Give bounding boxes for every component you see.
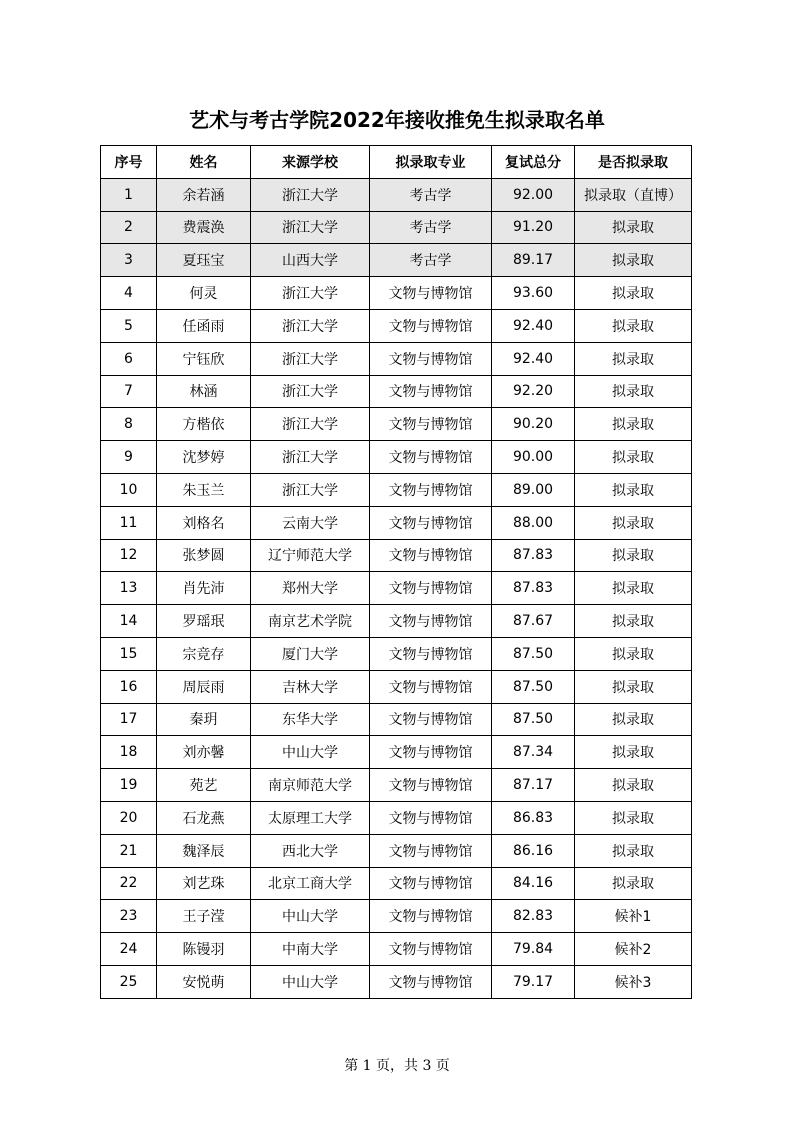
table-row (101, 375, 692, 408)
table-row (101, 769, 692, 802)
cell-status: 候补2 (575, 933, 692, 966)
cell-major: 文物与博物馆 (370, 801, 492, 834)
cell-school: 浙江大学 (251, 178, 370, 211)
cell-index: 24 (101, 933, 157, 966)
cell-name: 朱玉兰 (157, 473, 251, 506)
cell-status: 拟录取 (575, 539, 692, 572)
cell-status: 拟录取 (575, 244, 692, 277)
cell-major: 文物与博物馆 (370, 408, 492, 441)
cell-status: 拟录取 (575, 670, 692, 703)
cell-major: 文物与博物馆 (370, 473, 492, 506)
cell-major: 考古学 (370, 211, 492, 244)
header-name: 姓名 (157, 146, 251, 179)
cell-name: 何灵 (157, 277, 251, 310)
cell-name: 刘亦馨 (157, 736, 251, 769)
table-row (101, 933, 692, 966)
cell-status: 拟录取 (575, 277, 692, 310)
cell-major: 文物与博物馆 (370, 965, 492, 998)
cell-score: 79.84 (492, 933, 575, 966)
cell-score: 89.17 (492, 244, 575, 277)
cell-major: 考古学 (370, 244, 492, 277)
cell-name: 肖先沛 (157, 572, 251, 605)
cell-name: 费震涣 (157, 211, 251, 244)
cell-major: 文物与博物馆 (370, 736, 492, 769)
cell-status: 拟录取 (575, 211, 692, 244)
cell-school: 北京工商大学 (251, 867, 370, 900)
cell-school: 太原理工大学 (251, 801, 370, 834)
cell-school: 中山大学 (251, 900, 370, 933)
cell-index: 16 (101, 670, 157, 703)
header-school: 来源学校 (251, 146, 370, 179)
cell-score: 84.16 (492, 867, 575, 900)
cell-index: 9 (101, 441, 157, 474)
cell-school: 西北大学 (251, 834, 370, 867)
cell-name: 安悦萌 (157, 965, 251, 998)
cell-score: 89.00 (492, 473, 575, 506)
cell-school: 浙江大学 (251, 375, 370, 408)
header-status: 是否拟录取 (575, 146, 692, 179)
cell-status: 拟录取 (575, 801, 692, 834)
cell-name: 刘艺珠 (157, 867, 251, 900)
cell-school: 浙江大学 (251, 342, 370, 375)
table-row (101, 408, 692, 441)
cell-school: 浙江大学 (251, 408, 370, 441)
table-row (101, 506, 692, 539)
cell-school: 南京艺术学院 (251, 605, 370, 638)
cell-school: 云南大学 (251, 506, 370, 539)
table-row (101, 801, 692, 834)
cell-score: 87.50 (492, 637, 575, 670)
cell-status: 候补3 (575, 965, 692, 998)
cell-major: 文物与博物馆 (370, 933, 492, 966)
cell-score: 92.40 (492, 342, 575, 375)
cell-major: 文物与博物馆 (370, 900, 492, 933)
cell-score: 90.20 (492, 408, 575, 441)
cell-index: 10 (101, 473, 157, 506)
cell-status: 拟录取 (575, 473, 692, 506)
table-row (101, 867, 692, 900)
cell-major: 文物与博物馆 (370, 309, 492, 342)
cell-name: 任函雨 (157, 309, 251, 342)
cell-index: 5 (101, 309, 157, 342)
cell-major: 考古学 (370, 178, 492, 211)
cell-index: 11 (101, 506, 157, 539)
cell-status: 拟录取 (575, 309, 692, 342)
cell-school: 东华大学 (251, 703, 370, 736)
cell-school: 浙江大学 (251, 277, 370, 310)
cell-school: 郑州大学 (251, 572, 370, 605)
table-row (101, 605, 692, 638)
cell-score: 82.83 (492, 900, 575, 933)
cell-status: 候补1 (575, 900, 692, 933)
table-row (101, 572, 692, 605)
cell-major: 文物与博物馆 (370, 703, 492, 736)
cell-index: 2 (101, 211, 157, 244)
cell-index: 17 (101, 703, 157, 736)
table-row (101, 670, 692, 703)
cell-major: 文物与博物馆 (370, 539, 492, 572)
cell-status: 拟录取 (575, 572, 692, 605)
cell-major: 文物与博物馆 (370, 277, 492, 310)
cell-status: 拟录取（直博） (575, 178, 692, 211)
cell-score: 90.00 (492, 441, 575, 474)
cell-name: 苑艺 (157, 769, 251, 802)
cell-status: 拟录取 (575, 703, 692, 736)
table-row (101, 637, 692, 670)
cell-score: 87.83 (492, 572, 575, 605)
table-row (101, 703, 692, 736)
cell-major: 文物与博物馆 (370, 670, 492, 703)
table-row (101, 277, 692, 310)
header-score: 复试总分 (492, 146, 575, 179)
table-row (101, 211, 692, 244)
cell-index: 23 (101, 900, 157, 933)
cell-major: 文物与博物馆 (370, 506, 492, 539)
cell-name: 宗竞存 (157, 637, 251, 670)
cell-score: 92.00 (492, 178, 575, 211)
cell-major: 文物与博物馆 (370, 867, 492, 900)
cell-score: 79.17 (492, 965, 575, 998)
document-title: 艺术与考古学院2022年接收推免生拟录取名单 (189, 108, 605, 132)
cell-status: 拟录取 (575, 637, 692, 670)
cell-name: 夏珏宝 (157, 244, 251, 277)
cell-major: 文物与博物馆 (370, 342, 492, 375)
cell-status: 拟录取 (575, 769, 692, 802)
cell-status: 拟录取 (575, 441, 692, 474)
cell-index: 4 (101, 277, 157, 310)
cell-name: 林涵 (157, 375, 251, 408)
cell-name: 宁钰欣 (157, 342, 251, 375)
cell-major: 文物与博物馆 (370, 605, 492, 638)
cell-name: 秦玥 (157, 703, 251, 736)
cell-score: 87.34 (492, 736, 575, 769)
cell-school: 中山大学 (251, 965, 370, 998)
table-row (101, 736, 692, 769)
cell-index: 12 (101, 539, 157, 572)
cell-school: 浙江大学 (251, 441, 370, 474)
cell-index: 15 (101, 637, 157, 670)
cell-name: 方楷依 (157, 408, 251, 441)
cell-index: 3 (101, 244, 157, 277)
cell-major: 文物与博物馆 (370, 572, 492, 605)
table-header-row (101, 146, 692, 179)
cell-status: 拟录取 (575, 736, 692, 769)
cell-score: 93.60 (492, 277, 575, 310)
cell-status: 拟录取 (575, 506, 692, 539)
cell-status: 拟录取 (575, 867, 692, 900)
cell-index: 18 (101, 736, 157, 769)
cell-index: 20 (101, 801, 157, 834)
cell-score: 86.83 (492, 801, 575, 834)
cell-index: 14 (101, 605, 157, 638)
cell-name: 石龙燕 (157, 801, 251, 834)
table-row (101, 342, 692, 375)
cell-school: 南京师范大学 (251, 769, 370, 802)
header-major: 拟录取专业 (370, 146, 492, 179)
cell-score: 87.83 (492, 539, 575, 572)
cell-major: 文物与博物馆 (370, 834, 492, 867)
table-row (101, 309, 692, 342)
cell-name: 罗瑶珉 (157, 605, 251, 638)
cell-school: 浙江大学 (251, 309, 370, 342)
cell-school: 吉林大学 (251, 670, 370, 703)
cell-school: 中南大学 (251, 933, 370, 966)
cell-name: 沈梦婷 (157, 441, 251, 474)
cell-status: 拟录取 (575, 342, 692, 375)
cell-score: 92.20 (492, 375, 575, 408)
cell-score: 87.50 (492, 703, 575, 736)
cell-index: 13 (101, 572, 157, 605)
cell-score: 88.00 (492, 506, 575, 539)
cell-index: 19 (101, 769, 157, 802)
cell-name: 王子滢 (157, 900, 251, 933)
admission-table (100, 145, 692, 999)
cell-status: 拟录取 (575, 605, 692, 638)
cell-score: 87.67 (492, 605, 575, 638)
cell-status: 拟录取 (575, 408, 692, 441)
cell-index: 25 (101, 965, 157, 998)
cell-name: 余若涵 (157, 178, 251, 211)
cell-status: 拟录取 (575, 375, 692, 408)
cell-name: 魏泽辰 (157, 834, 251, 867)
cell-index: 21 (101, 834, 157, 867)
cell-index: 6 (101, 342, 157, 375)
table-row (101, 965, 692, 998)
cell-major: 文物与博物馆 (370, 637, 492, 670)
page-footer: 第 1 页，共 3 页 (344, 1058, 450, 1074)
cell-score: 86.16 (492, 834, 575, 867)
cell-score: 92.40 (492, 309, 575, 342)
cell-school: 浙江大学 (251, 473, 370, 506)
table-row (101, 473, 692, 506)
cell-major: 文物与博物馆 (370, 441, 492, 474)
table-row (101, 834, 692, 867)
table-row (101, 539, 692, 572)
table-row (101, 900, 692, 933)
cell-school: 辽宁师范大学 (251, 539, 370, 572)
cell-score: 87.17 (492, 769, 575, 802)
cell-school: 厦门大学 (251, 637, 370, 670)
cell-index: 8 (101, 408, 157, 441)
cell-name: 张梦圆 (157, 539, 251, 572)
cell-school: 山西大学 (251, 244, 370, 277)
table-row (101, 441, 692, 474)
cell-name: 刘格名 (157, 506, 251, 539)
cell-major: 文物与博物馆 (370, 375, 492, 408)
table-row (101, 244, 692, 277)
cell-school: 中山大学 (251, 736, 370, 769)
cell-index: 7 (101, 375, 157, 408)
cell-index: 22 (101, 867, 157, 900)
cell-status: 拟录取 (575, 834, 692, 867)
cell-index: 1 (101, 178, 157, 211)
cell-name: 陈镘羽 (157, 933, 251, 966)
header-index: 序号 (101, 146, 157, 179)
cell-name: 周辰雨 (157, 670, 251, 703)
cell-score: 87.50 (492, 670, 575, 703)
cell-score: 91.20 (492, 211, 575, 244)
cell-major: 文物与博物馆 (370, 769, 492, 802)
table-row (101, 178, 692, 211)
cell-school: 浙江大学 (251, 211, 370, 244)
